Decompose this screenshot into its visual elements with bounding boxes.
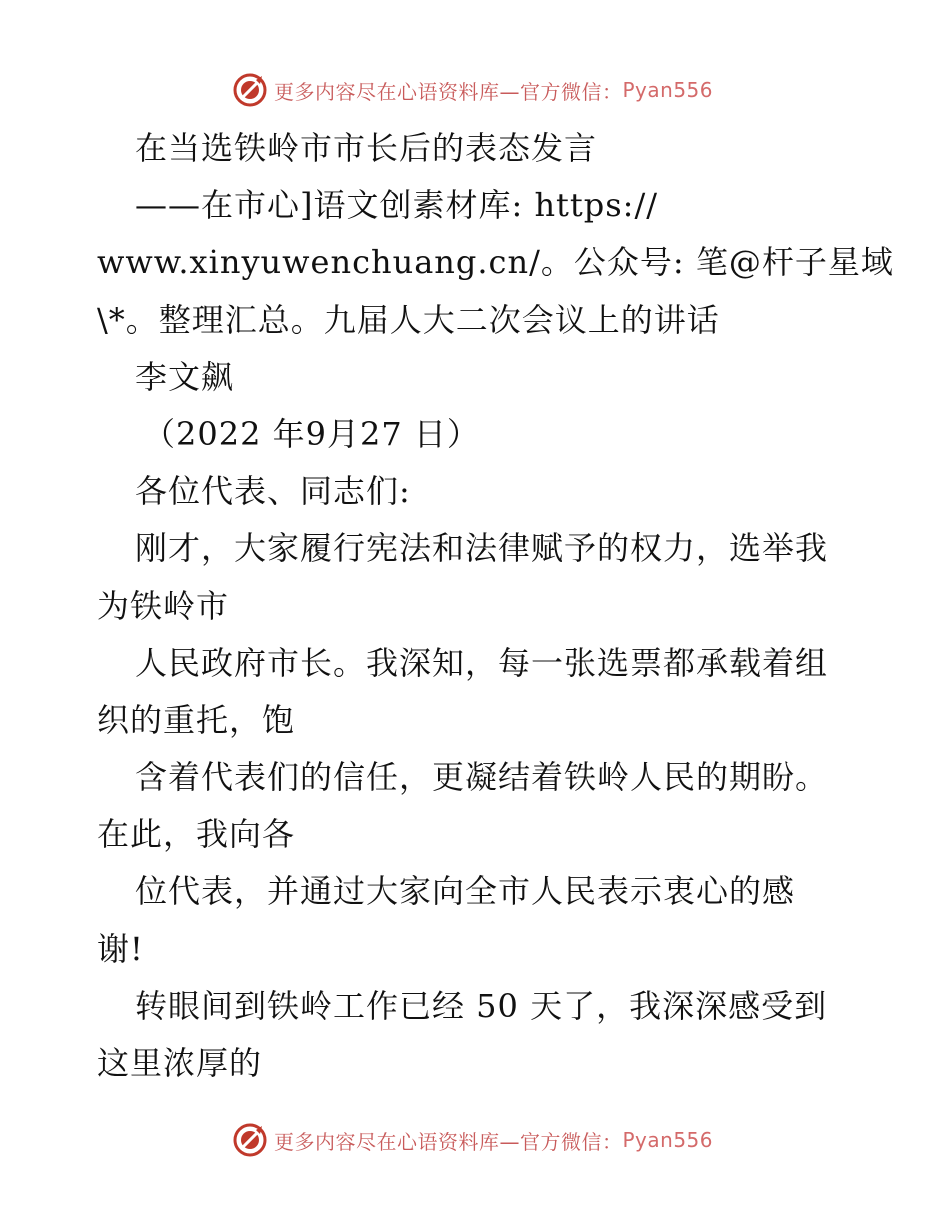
- paragraph-line: 织的重托，饱: [97, 700, 296, 739]
- paragraph-line: 刚才，大家履行宪法和法律赋予的权力，选举我: [135, 529, 829, 568]
- doc-date: （2022 年9月27 日）: [143, 414, 480, 453]
- paragraph-line: 人民政府市长。我深知，每一张选票都承载着组: [135, 643, 829, 682]
- header-watermark: [232, 70, 712, 110]
- paragraph-line: 位代表，并通过大家向全市人民表示衷心的感: [135, 872, 796, 911]
- footer-watermark: [232, 1120, 712, 1160]
- paragraph-line: 转眼间到铁岭工作已经 50 天了，我深深感受到: [135, 986, 828, 1025]
- paragraph-line: 这里浓厚的: [97, 1044, 263, 1082]
- paragraph-line: 在此，我向各: [97, 815, 296, 854]
- watermark-text: 更多内容尽在心语资料库—官方微信：: [274, 1129, 623, 1154]
- doc-subtitle-line-3: \*。整理汇总。九届人大二次会议上的讲话: [97, 300, 720, 339]
- paragraph-line: 谢!: [97, 929, 144, 968]
- doc-salutation: 各位代表、同志们:: [135, 472, 411, 511]
- document-body: [97, 120, 894, 1092]
- pen-logo-icon: [232, 1122, 268, 1158]
- doc-subtitle-line-1: ——在市心]语文创素材库: https://: [135, 186, 659, 225]
- doc-author: 李文飙: [135, 357, 235, 396]
- watermark-account: Pyan556: [622, 1128, 714, 1152]
- doc-subtitle-line-2: www.xinyuwenchuang.cn/。公众号: 笔@杆子星域: [97, 243, 894, 282]
- doc-title: 在当选铁岭市市长后的表态发言: [135, 129, 598, 167]
- watermark-text: 更多内容尽在心语资料库—官方微信：: [274, 79, 623, 104]
- paragraph-line: 为铁岭市: [97, 586, 230, 625]
- paragraph-line: 含着代表们的信任，更凝结着铁岭人民的期盼。: [135, 758, 829, 797]
- pen-logo-icon: [232, 72, 268, 108]
- watermark-account: Pyan556: [622, 78, 714, 102]
